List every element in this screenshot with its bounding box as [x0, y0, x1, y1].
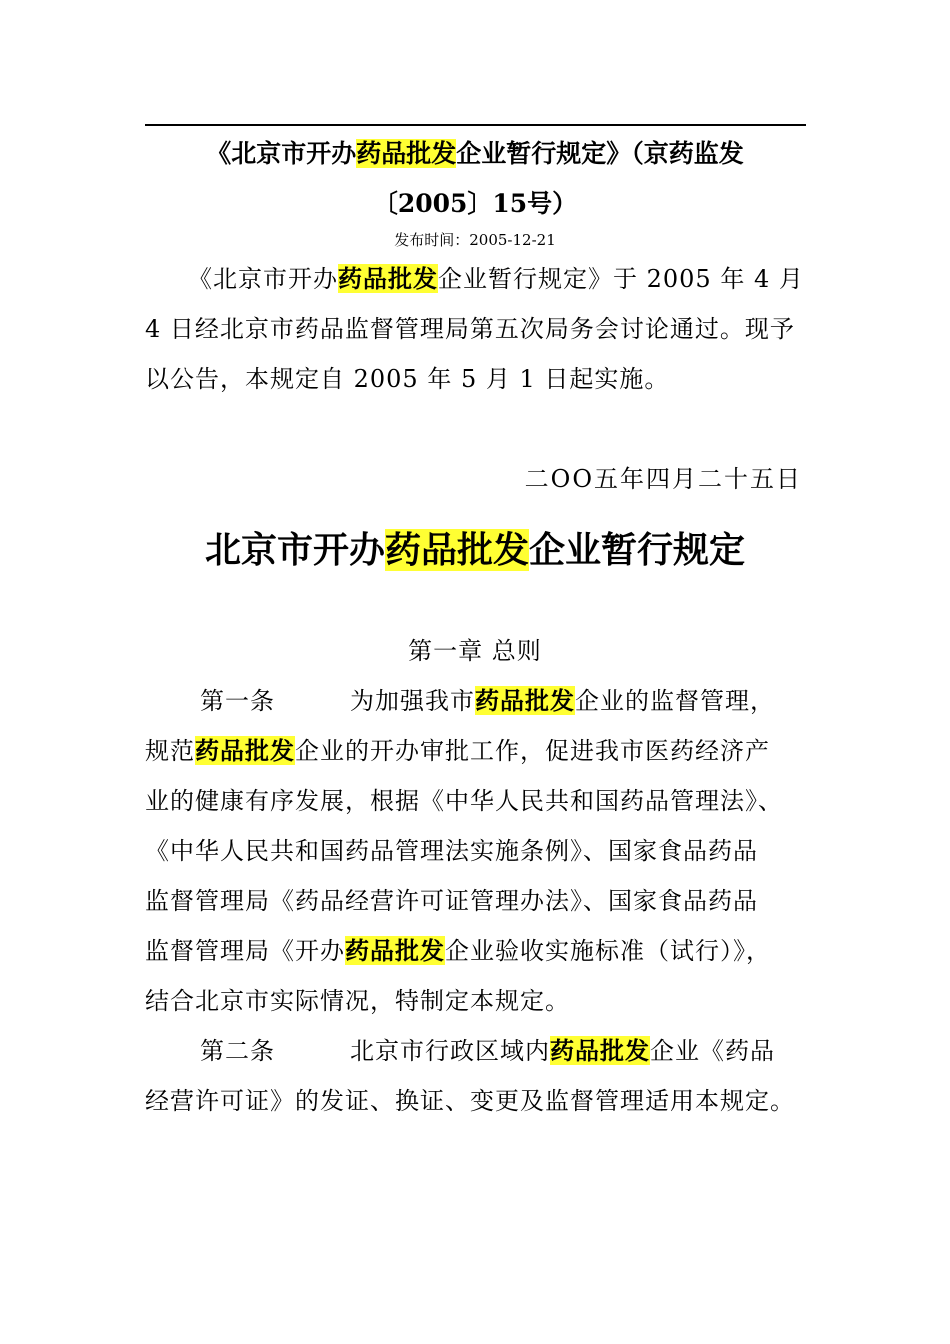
article-1-line: 业的健康有序发展，根据《中华人民共和国药品管理法》、: [145, 787, 783, 815]
article-2-line: 第二条 北京市行政区域内药品批发企业《药品: [200, 1034, 775, 1068]
article-1-line: 第一条 为加强我市药品批发企业的监督管理，: [200, 684, 775, 718]
header-title-line1: 《北京市开办药品批发企业暂行规定》（京药监发: [206, 139, 744, 168]
article-1-line: 规范药品批发企业的开办审批工作，促进我市医药经济产: [145, 736, 770, 765]
notice-line: 《北京市开办药品批发企业暂行规定》于 2005 年 4 月: [188, 264, 804, 293]
keyword-highlight: 药品批发: [338, 264, 438, 293]
article-1-line: 监督管理局《开办药品批发企业验收实施标准（试行）》，: [145, 936, 771, 965]
keyword-highlight: 药品批发: [384, 529, 529, 571]
article-2-line: 经营许可证》的发证、换证、变更及监督管理适用本规定。: [145, 1087, 795, 1115]
article-1-line: 监督管理局《药品经营许可证管理办法》、国家食品药品: [145, 887, 758, 915]
article-label: 第二条: [200, 1037, 275, 1065]
article-1-line: 结合北京市实际情况，特制定本规定。: [145, 987, 570, 1015]
keyword-highlight: 药品批发: [356, 139, 457, 168]
signing-date: 二OO五年四月二十五日: [524, 465, 802, 493]
keyword-highlight: 药品批发: [345, 936, 445, 965]
notice-line: 以公告，本规定自 2005 年 5 月 1 日起实施。: [145, 365, 670, 393]
keyword-highlight: 药品批发: [550, 1036, 650, 1065]
article-1-line: 《中华人民共和国药品管理法实施条例》、国家食品药品: [145, 837, 758, 865]
header-rule: [145, 124, 806, 126]
header-title-line2: 〔2005〕15号）: [372, 189, 578, 218]
article-label: 第一条: [200, 687, 275, 715]
chapter-heading: 第一章 总则: [408, 637, 542, 665]
publish-date: 发布时间：2005-12-21: [394, 231, 556, 249]
keyword-highlight: 药品批发: [475, 686, 575, 715]
document-title: 北京市开办药品批发企业暂行规定: [204, 529, 746, 571]
notice-line: 4 日经北京市药品监督管理局第五次局务会讨论通过。现予: [145, 315, 795, 343]
keyword-highlight: 药品批发: [195, 736, 295, 765]
